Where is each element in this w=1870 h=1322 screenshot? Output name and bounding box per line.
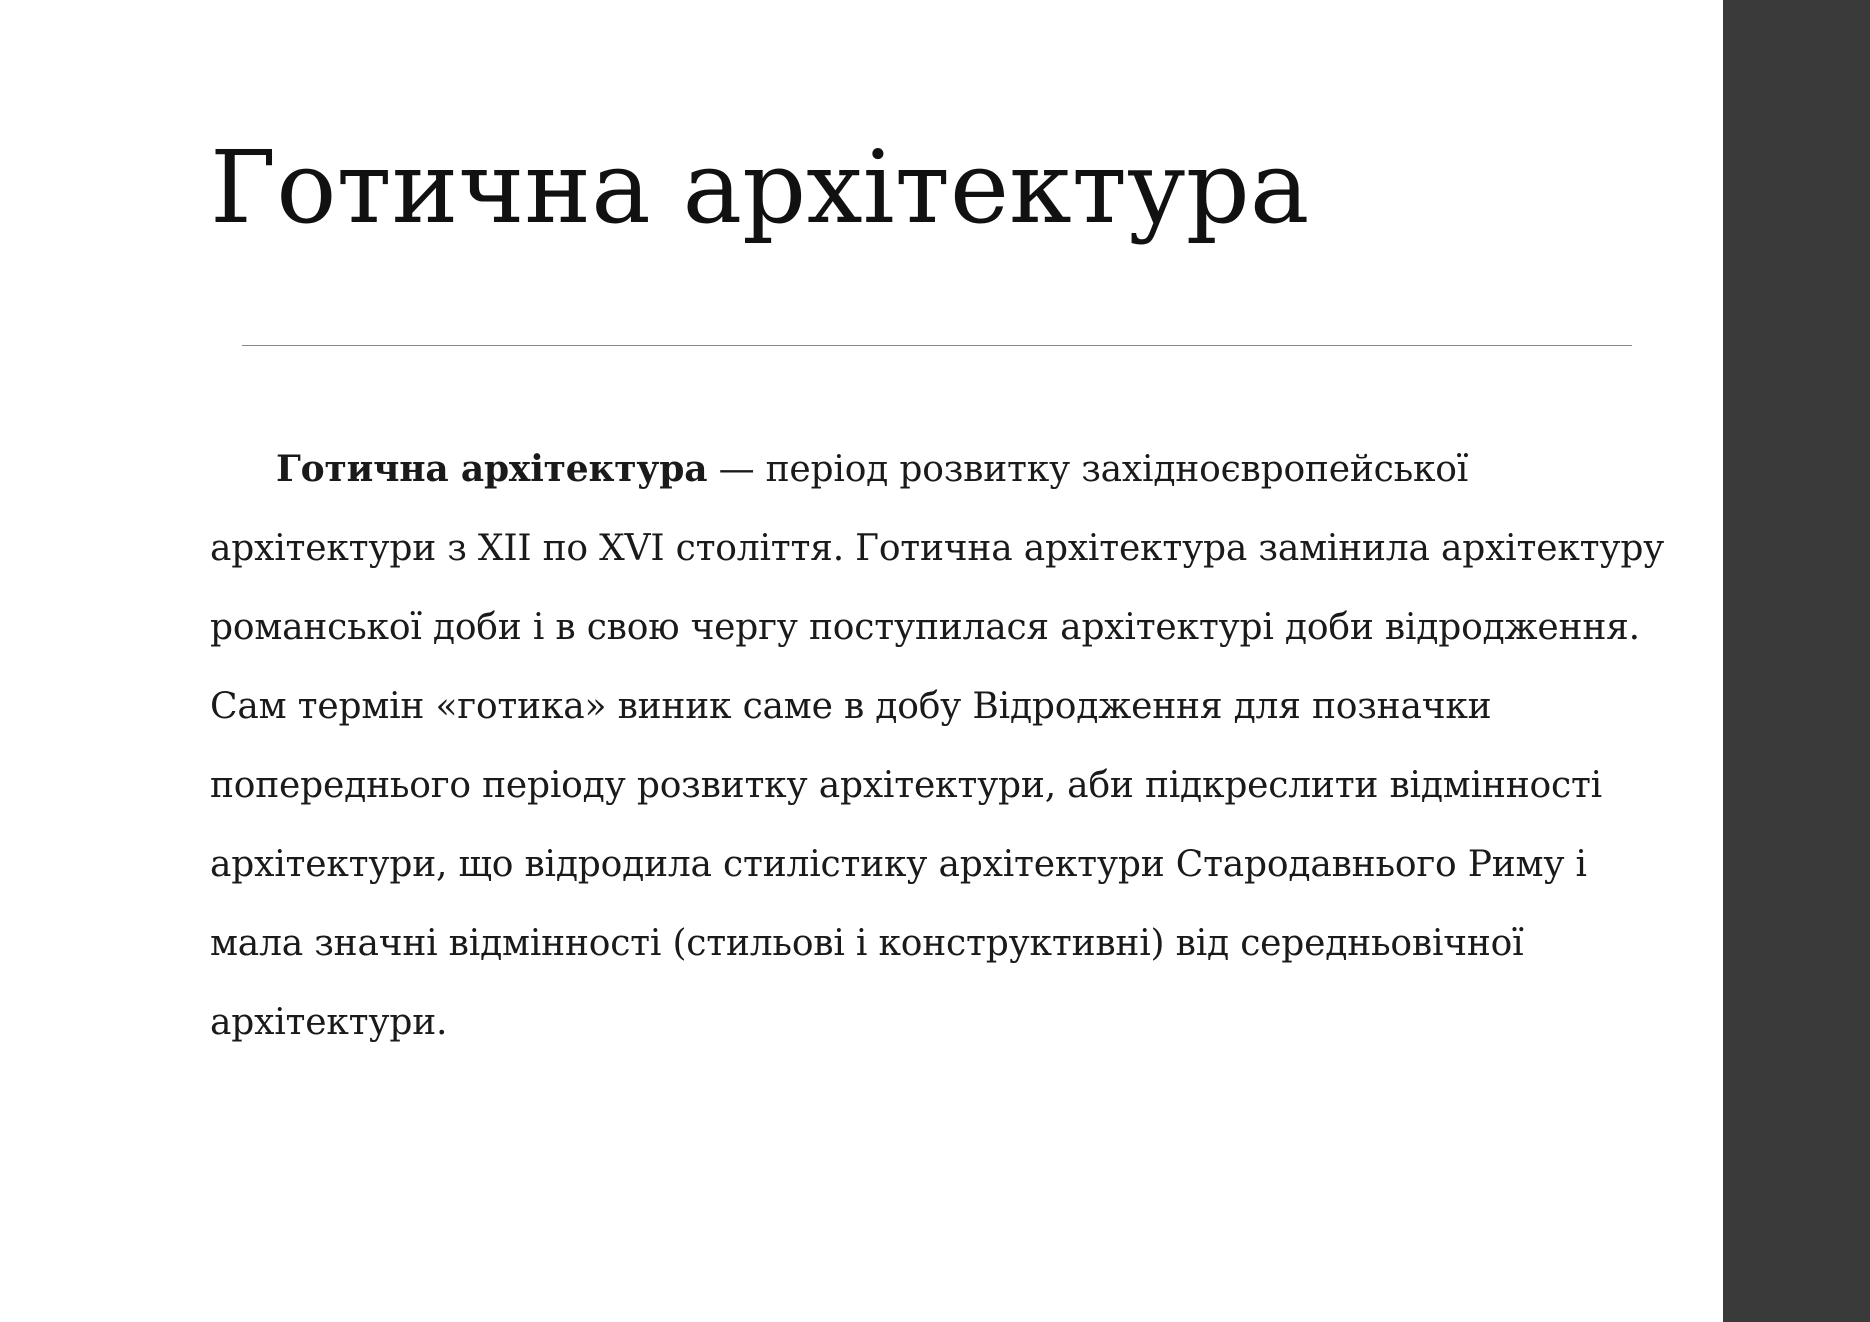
title-divider <box>242 345 1632 346</box>
side-band <box>1723 0 1870 1322</box>
body-term: Готична архітектура <box>276 448 708 490</box>
body-text: — період розвитку західноєвропейської архітектури з XII по XVI століття. Готична архітектура замінила архітектуру романської доби і в свою чергу поступилася архітектурі доби відродження. Сам термін «готика» виник саме в добу Відродження для позначки попереднього періоду розвитку архітектури, аби підкреслити відмінності архітектури, що відродила стилістику архітектури Стародавнього Риму і мала значні відмінності (стильові і конструктивні) від середньовічної архітектури. <box>210 449 1665 1043</box>
slide-title: Готична архітектура <box>210 129 1310 246</box>
slide-body-paragraph <box>210 430 1665 1062</box>
